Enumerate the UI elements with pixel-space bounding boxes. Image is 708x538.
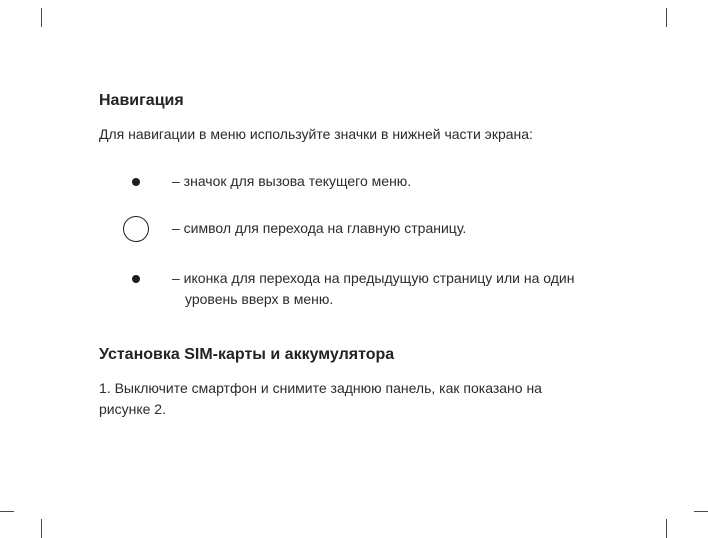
- page-content: [99, 92, 614, 420]
- crop-mark-bottom-left-h-icon: [0, 511, 14, 512]
- icon-column: [99, 171, 172, 186]
- nav-item-home-text: – символ для перехода на главную страницу.: [172, 220, 467, 236]
- crop-mark-bottom-right-h-icon: [694, 511, 708, 512]
- section-title-sim-install: Установка SIM-карты и аккумулятора: [99, 346, 395, 363]
- crop-mark-top-right-icon: [666, 8, 667, 27]
- back-dot-icon: [132, 275, 140, 283]
- nav-item-home: [99, 218, 614, 242]
- home-circle-icon: [123, 216, 149, 242]
- nav-item-back: [99, 268, 614, 310]
- nav-item-back-text: – иконка для перехода на предыдущую страницу или на один уровень вверх в меню.: [172, 270, 575, 307]
- section-title-navigation: Навигация: [99, 92, 184, 109]
- nav-item-current-menu-text: – значок для вызова текущего меню.: [172, 173, 412, 189]
- icon-column: [99, 268, 172, 283]
- current-menu-dot-icon: [132, 178, 140, 186]
- nav-item-current-menu: [99, 171, 614, 192]
- crop-mark-top-left-icon: [41, 8, 42, 27]
- crop-mark-bottom-right-v-icon: [666, 519, 667, 538]
- sim-install-step1-text: 1. Выключите смартфон и снимите заднюю панель, как показано на рисунке 2.: [99, 380, 542, 417]
- section-sim-install: [99, 346, 614, 420]
- icon-column: [99, 218, 172, 242]
- navigation-intro-text: Для навигации в меню используйте значки в нижней части экрана:: [99, 126, 533, 142]
- crop-mark-bottom-left-v-icon: [41, 519, 42, 538]
